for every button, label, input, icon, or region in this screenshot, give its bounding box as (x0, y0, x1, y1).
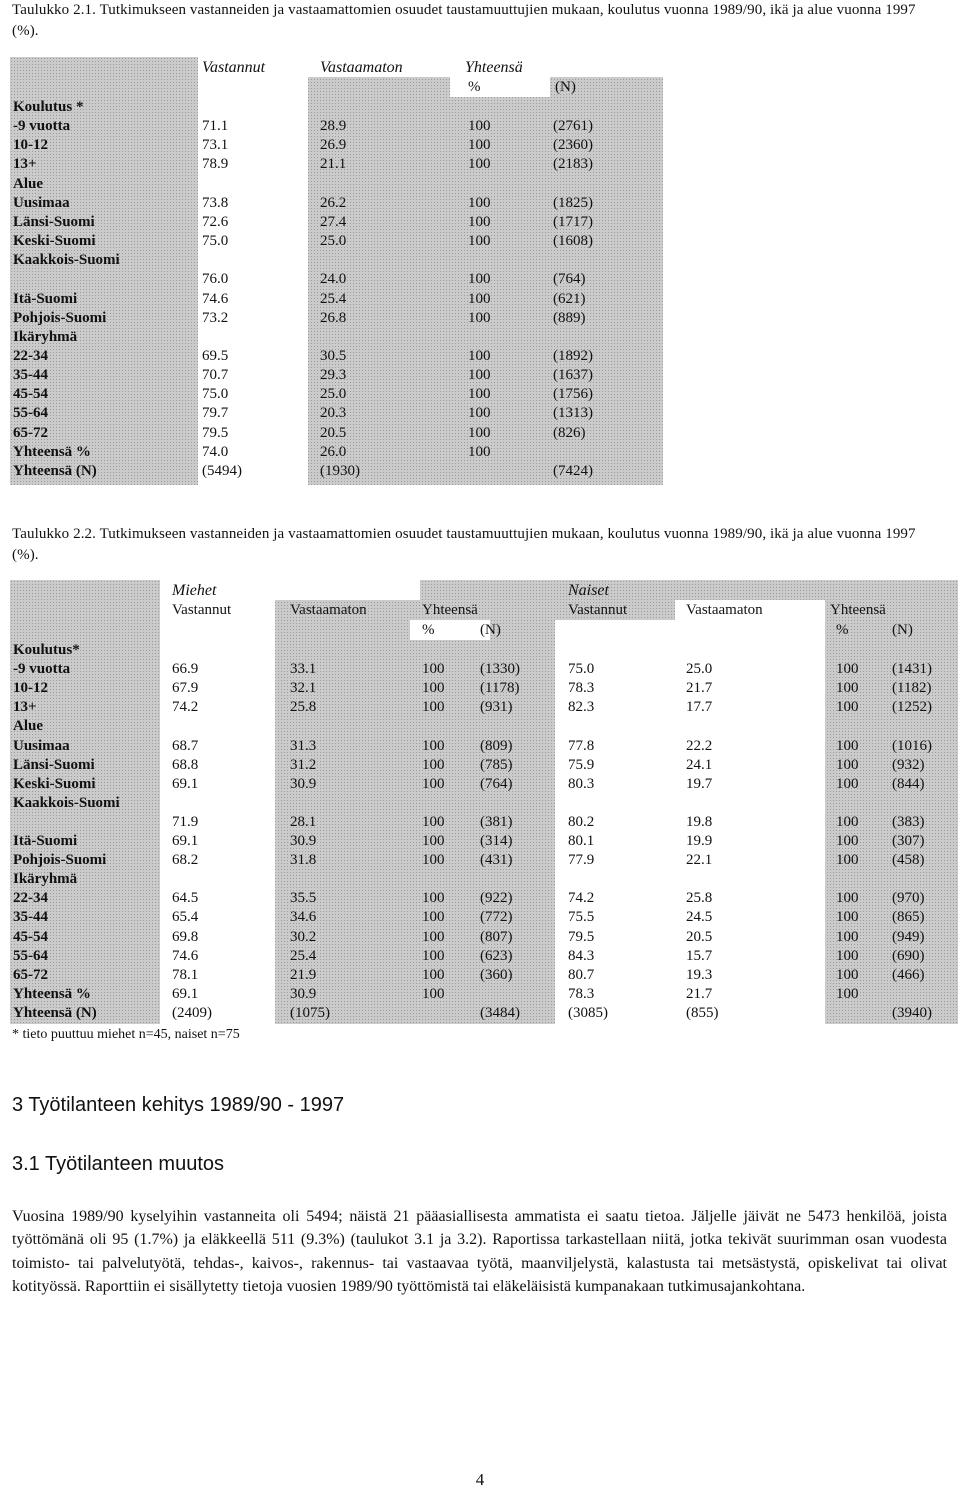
cell-n-n: (1252) (892, 699, 932, 715)
cell-vastannut: 79.7 (202, 405, 229, 421)
cell-n-n: (1431) (892, 661, 932, 677)
cell-n-vastaamaton: 17.7 (686, 699, 713, 715)
cell-m-n: (764) (480, 776, 513, 792)
cell-m-yhteensa: 100 (422, 757, 445, 773)
cell-m-vastannut: 74.2 (172, 699, 199, 715)
cell-vastannut: 74.0 (202, 444, 229, 460)
cell-vastannut: 72.6 (202, 214, 229, 230)
cell-m-n: (360) (480, 967, 513, 983)
cell-n-yhteensa: 100 (836, 967, 859, 983)
row-label: Itä-Suomi (13, 833, 78, 849)
cell-vastaamaton: 30.5 (320, 348, 347, 364)
cell-n-vastaamaton: 21.7 (686, 680, 713, 696)
cell-n-yhteensa: 100 (836, 814, 859, 830)
cell-n: (1608) (553, 233, 593, 249)
header-m-vastaamaton: Vastaamaton (290, 602, 367, 618)
row-label: 13+ (13, 699, 37, 715)
cell-m-n: (807) (480, 929, 513, 945)
header-miehet: Miehet (172, 582, 217, 599)
cell-m-vastannut: 64.5 (172, 890, 199, 906)
cell-m-vastaamaton: 30.9 (290, 986, 317, 1002)
cell-m-vastannut: 66.9 (172, 661, 199, 677)
cell-n-vastannut: 78.3 (568, 680, 595, 696)
cell-m-vastannut: 69.1 (172, 776, 199, 792)
cell-n-vastaamaton: 22.1 (686, 852, 713, 868)
cell-n-vastannut: (3085) (568, 1005, 608, 1021)
cell-yhteensa: 100 (468, 386, 491, 402)
cell-m-vastaamaton: 31.2 (290, 757, 317, 773)
cell-n-n: (3940) (892, 1005, 932, 1021)
cell-n: (2183) (553, 156, 593, 172)
cell-vastaamaton: 29.3 (320, 367, 347, 383)
cell-n-vastannut: 80.1 (568, 833, 595, 849)
cell-n-n: (307) (892, 833, 925, 849)
cell-m-vastannut: 69.8 (172, 929, 199, 945)
row-label: 10-12 (13, 137, 48, 153)
cell-m-vastaamaton: 28.1 (290, 814, 317, 830)
cell-m-yhteensa: 100 (422, 948, 445, 964)
cell-m-vastaamaton: (1075) (290, 1005, 330, 1021)
cell-n: (826) (553, 425, 586, 441)
cell-n-vastannut: 82.3 (568, 699, 595, 715)
cell-m-vastaamaton: 25.8 (290, 699, 317, 715)
row-label: 55-64 (13, 405, 48, 421)
cell-m-n: (623) (480, 948, 513, 964)
row-label: -9 vuotta (13, 118, 71, 134)
row-label: 13+ (13, 156, 37, 172)
cell-m-yhteensa: 100 (422, 680, 445, 696)
header-vastaamaton: Vastaamaton (320, 59, 403, 76)
cell-vastannut: 73.2 (202, 310, 229, 326)
cell-m-vastannut: 68.8 (172, 757, 199, 773)
row-label: Ikäryhmä (13, 871, 78, 887)
cell-m-n: (381) (480, 814, 513, 830)
cell-vastaamaton: 25.0 (320, 386, 347, 402)
cell-n-vastannut: 79.5 (568, 929, 595, 945)
cell-n-vastannut: 77.8 (568, 738, 595, 754)
row-label: 22-34 (13, 348, 48, 364)
cell-m-vastaamaton: 31.3 (290, 738, 317, 754)
row-label: Uusimaa (13, 195, 70, 211)
cell-m-vastaamaton: 25.4 (290, 948, 317, 964)
table2-footnote: * tieto puuttuu miehet n=45, naiset n=75 (12, 1027, 240, 1042)
cell-n-yhteensa: 100 (836, 986, 859, 1002)
cell-yhteensa: 100 (468, 118, 491, 134)
cell-m-vastaamaton: 35.5 (290, 890, 317, 906)
header-m-n: (N) (480, 622, 501, 638)
cell-m-vastaamaton: 30.9 (290, 833, 317, 849)
cell-n-vastaamaton: 22.2 (686, 738, 713, 754)
cell-yhteensa: 100 (468, 271, 491, 287)
cell-vastannut: 71.1 (202, 118, 229, 134)
cell-m-vastannut: 69.1 (172, 833, 199, 849)
cell-m-yhteensa: 100 (422, 661, 445, 677)
cell-yhteensa: 100 (468, 405, 491, 421)
cell-n-n: (970) (892, 890, 925, 906)
cell-n-n: (690) (892, 948, 925, 964)
row-label: Uusimaa (13, 738, 70, 754)
header-m-vastannut: Vastannut (172, 602, 232, 618)
header-naiset: Naiset (568, 582, 609, 599)
section-heading: 3 Työtilanteen kehitys 1989/90 - 1997 (12, 1094, 345, 1116)
cell-m-yhteensa: 100 (422, 814, 445, 830)
cell-vastaamaton: 26.2 (320, 195, 347, 211)
cell-yhteensa: 100 (468, 156, 491, 172)
cell-n: (2360) (553, 137, 593, 153)
cell-vastaamaton: 24.0 (320, 271, 347, 287)
cell-m-n: (3484) (480, 1005, 520, 1021)
cell-n-yhteensa: 100 (836, 776, 859, 792)
cell-m-n: (772) (480, 909, 513, 925)
header-n-pct: % (836, 622, 849, 638)
cell-m-yhteensa: 100 (422, 699, 445, 715)
row-label: Länsi-Suomi (13, 214, 95, 230)
cell-n-n: (949) (892, 929, 925, 945)
row-label: Itä-Suomi (13, 291, 78, 307)
row-label: Pohjois-Suomi (13, 310, 107, 326)
cell-m-vastaamaton: 30.2 (290, 929, 317, 945)
page-number: 4 (475, 1470, 485, 1489)
cell-n-yhteensa: 100 (836, 699, 859, 715)
cell-n: (1825) (553, 195, 593, 211)
row-label: 45-54 (13, 929, 48, 945)
row-label: 55-64 (13, 948, 48, 964)
cell-n: (7424) (553, 463, 593, 479)
cell-vastannut: 74.6 (202, 291, 229, 307)
table2 (10, 580, 958, 1024)
cell-vastannut: 75.0 (202, 233, 229, 249)
cell-vastaamaton: 27.4 (320, 214, 347, 230)
cell-vastannut: 69.5 (202, 348, 229, 364)
cell-yhteensa: 100 (468, 425, 491, 441)
cell-vastaamaton: 21.1 (320, 156, 347, 172)
cell-vastannut: 75.0 (202, 386, 229, 402)
cell-m-vastannut: 74.6 (172, 948, 199, 964)
cell-yhteensa: 100 (468, 310, 491, 326)
cell-n-vastannut: 75.9 (568, 757, 595, 773)
cell-n: (764) (553, 271, 586, 287)
cell-n-vastaamaton: 24.5 (686, 909, 713, 925)
cell-yhteensa: 100 (468, 137, 491, 153)
cell-vastannut: 73.1 (202, 137, 229, 153)
cell-m-yhteensa: 100 (422, 852, 445, 868)
cell-n: (1892) (553, 348, 593, 364)
row-label: Kaakkois-Suomi (13, 795, 120, 811)
cell-vastaamaton: 26.0 (320, 444, 347, 460)
header-m-yhteensa: Yhteensä (422, 602, 478, 618)
cell-n-vastaamaton: 25.0 (686, 661, 713, 677)
cell-m-vastaamaton: 31.8 (290, 852, 317, 868)
cell-m-vastannut: 68.7 (172, 738, 199, 754)
cell-n: (1313) (553, 405, 593, 421)
cell-vastaamaton: 20.3 (320, 405, 347, 421)
cell-n: (2761) (553, 118, 593, 134)
cell-vastaamaton: 25.4 (320, 291, 347, 307)
cell-m-yhteensa: 100 (422, 890, 445, 906)
cell-n-vastaamaton: 15.7 (686, 948, 713, 964)
cell-m-vastannut: 78.1 (172, 967, 199, 983)
cell-n-vastaamaton: 19.3 (686, 967, 713, 983)
cell-m-vastaamaton: 30.9 (290, 776, 317, 792)
row-label: Keski-Suomi (13, 776, 96, 792)
cell-n-yhteensa: 100 (836, 833, 859, 849)
table1 (10, 57, 663, 485)
header-n-n: (N) (892, 622, 913, 638)
cell-vastannut: (5494) (202, 463, 242, 479)
cell-vastaamaton: 28.9 (320, 118, 347, 134)
body-paragraph: Vuosina 1989/90 kyselyihin vastanneita oli 5494; näistä 21 pääasiallisesta ammatista ei saatu tietoa. Jäljelle jäivät ne 5473 henkilöä, joista työttömänä oli 95 (1.7%) ja eläkkeellä 511 (9.3%) (taulukot 3.1 ja 3.2). Raportissa tarkastellaan niitä, jotka tekivät suurimman osan vuodesta toimisto- tai palvelutyötä, tehdas-, kaivos-, rakennus- tai vastaavaa työtä, maanviljelystä, kalastusta tai metsästystä, opiskelivat tai olivat kotityössä. Raporttiin ei sisällytetty tietoja vuosien 1989/90 työttömistä tai eläkeläisistä kumpanakaan tutkimusajankohtana. (12, 1208, 947, 1296)
row-label: Yhteensä (N) (13, 1005, 97, 1021)
cell-m-n: (1330) (480, 661, 520, 677)
cell-m-vastannut: 69.1 (172, 986, 199, 1002)
cell-n-n: (844) (892, 776, 925, 792)
cell-vastannut: 76.0 (202, 271, 229, 287)
cell-m-yhteensa: 100 (422, 776, 445, 792)
cell-m-n: (809) (480, 738, 513, 754)
cell-n-vastannut: 75.5 (568, 909, 595, 925)
cell-yhteensa: 100 (468, 195, 491, 211)
cell-n-vastaamaton: 21.7 (686, 986, 713, 1002)
row-label: 35-44 (13, 367, 48, 383)
cell-n-vastannut: 80.3 (568, 776, 595, 792)
cell-n-n: (466) (892, 967, 925, 983)
cell-m-vastannut: 68.2 (172, 852, 199, 868)
row-label: Koulutus* (13, 642, 80, 658)
cell-m-vastannut: (2409) (172, 1005, 212, 1021)
cell-n-vastaamaton: 25.8 (686, 890, 713, 906)
cell-m-yhteensa: 100 (422, 909, 445, 925)
cell-n-yhteensa: 100 (836, 680, 859, 696)
row-label: -9 vuotta (13, 661, 71, 677)
row-label: Keski-Suomi (13, 233, 96, 249)
cell-m-n: (314) (480, 833, 513, 849)
header-n: (N) (555, 79, 576, 95)
cell-n: (621) (553, 291, 586, 307)
cell-n-n: (383) (892, 814, 925, 830)
table1-caption: Taulukko 2.1. Tutkimukseen vastanneiden ja vastaamattomien osuudet taustamuuttujien mukaan, koulutus vuonna 1989/90, ikä ja alue vuonna 1997 (%). (12, 2, 916, 39)
cell-vastaamaton: (1930) (320, 463, 360, 479)
cell-n-yhteensa: 100 (836, 929, 859, 945)
cell-m-vastaamaton: 33.1 (290, 661, 317, 677)
cell-yhteensa: 100 (468, 233, 491, 249)
cell-vastaamaton: 20.5 (320, 425, 347, 441)
cell-n: (1717) (553, 214, 593, 230)
cell-yhteensa: 100 (468, 214, 491, 230)
cell-n-n: (932) (892, 757, 925, 773)
cell-n-yhteensa: 100 (836, 738, 859, 754)
cell-m-vastannut: 67.9 (172, 680, 199, 696)
row-label: Yhteensä % (13, 444, 91, 460)
cell-m-yhteensa: 100 (422, 738, 445, 754)
row-label: Länsi-Suomi (13, 757, 95, 773)
cell-vastannut: 78.9 (202, 156, 229, 172)
cell-m-n: (931) (480, 699, 513, 715)
header-vastannut: Vastannut (202, 59, 266, 76)
cell-n-vastaamaton: 19.8 (686, 814, 713, 830)
cell-m-yhteensa: 100 (422, 833, 445, 849)
cell-m-yhteensa: 100 (422, 967, 445, 983)
cell-m-n: (1178) (480, 680, 520, 696)
row-label: Alue (13, 176, 43, 192)
cell-n-yhteensa: 100 (836, 948, 859, 964)
cell-n-vastannut: 74.2 (568, 890, 595, 906)
cell-n: (889) (553, 310, 586, 326)
cell-m-n: (785) (480, 757, 513, 773)
cell-m-vastaamaton: 21.9 (290, 967, 317, 983)
cell-m-yhteensa: 100 (422, 986, 445, 1002)
header-n-vastannut: Vastannut (568, 602, 628, 618)
row-label: 45-54 (13, 386, 48, 402)
cell-n-vastannut: 77.9 (568, 852, 595, 868)
row-label: 10-12 (13, 680, 48, 696)
cell-vastaamaton: 26.9 (320, 137, 347, 153)
cell-n-n: (865) (892, 909, 925, 925)
cell-n-vastannut: 78.3 (568, 986, 595, 1002)
row-label: 35-44 (13, 909, 48, 925)
cell-n-vastaamaton: 24.1 (686, 757, 713, 773)
cell-n-vastaamaton: 19.7 (686, 776, 713, 792)
cell-n-yhteensa: 100 (836, 757, 859, 773)
cell-n-vastannut: 84.3 (568, 948, 595, 964)
cell-m-vastaamaton: 34.6 (290, 909, 317, 925)
cell-n-vastannut: 80.7 (568, 967, 595, 983)
header-yhteensa: Yhteensä (465, 59, 523, 76)
cell-m-vastannut: 71.9 (172, 814, 199, 830)
header-m-pct: % (422, 622, 435, 638)
cell-n-vastaamaton: (855) (686, 1005, 719, 1021)
cell-vastannut: 70.7 (202, 367, 229, 383)
cell-m-yhteensa: 100 (422, 929, 445, 945)
row-label: Yhteensä % (13, 986, 91, 1002)
cell-vastaamaton: 26.8 (320, 310, 347, 326)
row-label: Yhteensä (N) (13, 463, 97, 479)
cell-m-n: (431) (480, 852, 513, 868)
subsection-heading: 3.1 Työtilanteen muutos (12, 1153, 224, 1175)
cell-m-vastaamaton: 32.1 (290, 680, 317, 696)
header-n-yhteensa: Yhteensä (830, 602, 886, 618)
cell-n-n: (1182) (892, 680, 932, 696)
row-label: 65-72 (13, 967, 48, 983)
cell-m-vastannut: 65.4 (172, 909, 199, 925)
cell-n-vastaamaton: 20.5 (686, 929, 713, 945)
row-label: Alue (13, 718, 43, 734)
cell-n-yhteensa: 100 (836, 852, 859, 868)
row-label: Kaakkois-Suomi (13, 252, 120, 268)
cell-n-yhteensa: 100 (836, 661, 859, 677)
cell-n-vastannut: 75.0 (568, 661, 595, 677)
header-n-vastaamaton: Vastaamaton (686, 602, 763, 618)
cell-n: (1637) (553, 367, 593, 383)
cell-n-yhteensa: 100 (836, 909, 859, 925)
cell-n-vastannut: 80.2 (568, 814, 595, 830)
cell-n-vastaamaton: 19.9 (686, 833, 713, 849)
cell-m-n: (922) (480, 890, 513, 906)
row-label: Pohjois-Suomi (13, 852, 107, 868)
cell-yhteensa: 100 (468, 367, 491, 383)
cell-n: (1756) (553, 386, 593, 402)
cell-n-n: (458) (892, 852, 925, 868)
cell-vastannut: 73.8 (202, 195, 229, 211)
row-label: 65-72 (13, 425, 48, 441)
cell-yhteensa: 100 (468, 348, 491, 364)
header-pct: % (468, 79, 481, 95)
cell-vastaamaton: 25.0 (320, 233, 347, 249)
row-label: Koulutus * (13, 99, 84, 115)
cell-yhteensa: 100 (468, 444, 491, 460)
cell-n-n: (1016) (892, 738, 932, 754)
table2-caption: Taulukko 2.2. Tutkimukseen vastanneiden ja vastaamattomien osuudet taustamuuttujien mukaan, koulutus vuonna 1989/90, ikä ja alue vuonna 1997 (%). (12, 526, 916, 563)
cell-n-yhteensa: 100 (836, 890, 859, 906)
row-label: Ikäryhmä (13, 329, 78, 345)
row-label: 22-34 (13, 890, 48, 906)
cell-yhteensa: 100 (468, 291, 491, 307)
cell-vastannut: 79.5 (202, 425, 229, 441)
